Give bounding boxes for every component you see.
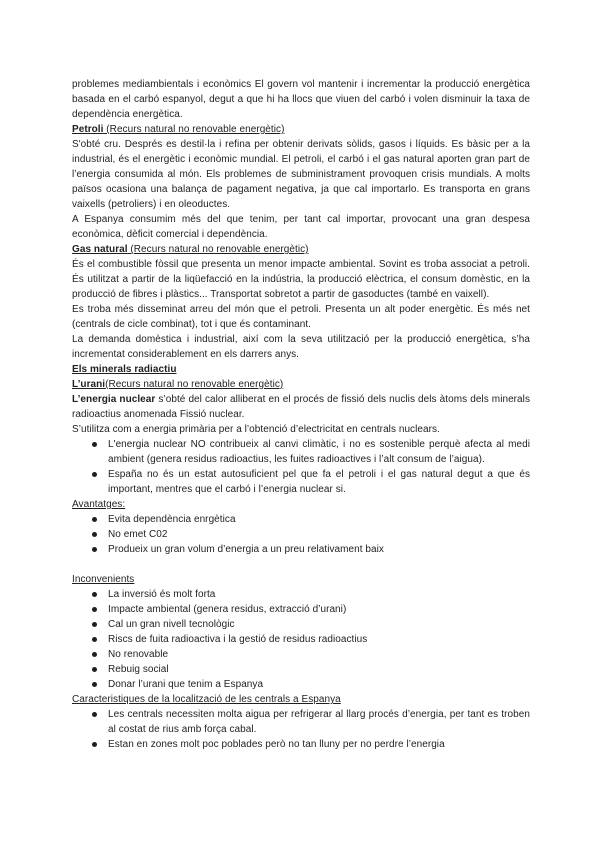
urani-heading bbox=[72, 377, 530, 392]
petroli-subtitle: (Recurs natural no renovable energètic) bbox=[103, 124, 285, 135]
document-body bbox=[72, 77, 530, 752]
nuclear-paragraph bbox=[72, 392, 530, 422]
petroli-paragraph-1: S'obté cru. Després es destil·la i refina per obtenir derivats sòlids, gasos i líquids. Es bàsic per a la industrial, és el energètic i econòmic mundial. El petroli, el carbó i el gas natural aporten gran part de l’energia consumida al món. Els problemes de subministrament provoquen crisis mundials. A molts països ocasiona una balança de pagament negativa, ja que cal importarlo. Es transporta en grans vaixells (petroliers) i en oleoductes. bbox=[72, 139, 530, 210]
localitzacio-list bbox=[72, 707, 530, 752]
inconvenients-list bbox=[72, 587, 530, 692]
list-item: Produeix un gran volum d’energia a un preu relativament baix bbox=[72, 542, 530, 557]
localitzacio-heading: Caracteristiques de la localització de les centrals a Espanya bbox=[72, 694, 341, 705]
gas-title: Gas natural bbox=[72, 244, 128, 255]
avantatges-list bbox=[72, 512, 530, 557]
list-item: Riscs de fuita radioactiva i la gestió de residus radioactius bbox=[72, 632, 530, 647]
list-item: Donar l’urani que tenim a Espanya bbox=[72, 677, 530, 692]
nuclear-bullet-list bbox=[72, 437, 530, 497]
minerals-heading bbox=[72, 362, 530, 377]
gas-heading bbox=[72, 242, 530, 257]
list-item: Rebuig social bbox=[72, 662, 530, 677]
list-item: Estan en zones molt poc poblades però no tan lluny per no perdre l’energia bbox=[72, 737, 530, 752]
petroli-title: Petroli bbox=[72, 124, 104, 135]
gas-paragraph-1: És el combustible fòssil que presenta un menor impacte ambiental. Sovint es troba associat a petroli. És utilitzat a partir de la liqüefacció en la indústria, la producció elèctrica, el consum domèstic, en la producció de fibres i plàstics... Transportat sobretot a partir de gasoductes (també en vaixell). bbox=[72, 259, 530, 300]
gas-paragraph-3: La demanda domèstica i industrial, així com la seva utilització per la producció energètica, s’ha incrementat considerablement en els darrers anys. bbox=[72, 334, 530, 360]
list-item: Impacte ambiental (genera residus, extracció d’urani) bbox=[72, 602, 530, 617]
list-item: Cal un gran nivell tecnològic bbox=[72, 617, 530, 632]
list-item: No emet C02 bbox=[72, 527, 530, 542]
nuclear-paragraph-text: s’obté del calor alliberat en el procés de fissió dels nuclis dels àtoms dels minerals radioactius anomenada Fissió nuclear. bbox=[72, 394, 530, 420]
gas-subtitle: (Recurs natural no renovable energètic) bbox=[127, 244, 309, 255]
primary-energy-paragraph: S’utilitza com a energia primària per a l’obtenció d’electricitat en centrals nuclears. bbox=[72, 424, 440, 435]
list-item: Les centrals necessiten molta aigua per refrigerar al llarg procés d’energia, per tant es troben al costat de rius amb força cabal. bbox=[72, 707, 530, 737]
list-item: La inversió és molt forta bbox=[72, 587, 530, 602]
list-item: No renovable bbox=[72, 647, 530, 662]
urani-subtitle: (Recurs natural no renovable energètic) bbox=[105, 379, 284, 390]
avantatges-heading: Avantatges: bbox=[72, 499, 126, 510]
intro-paragraph: problemes mediambientals i econòmics El govern vol mantenir i incrementar la producció energètica basada en el carbó espanyol, degut a que hi ha llocs que viuen del carbó i volen disminuir la taxa de dependència energètica. bbox=[72, 79, 530, 120]
nuclear-bold-term: L’energia nuclear bbox=[72, 394, 156, 405]
urani-title: L’urani bbox=[72, 379, 106, 390]
minerals-title: Els minerals radiactiu bbox=[72, 364, 177, 375]
spacer bbox=[72, 557, 530, 572]
list-item: L'energia nuclear NO contribueix al canvi climàtic, i no es sostenible perquè afecta al medi ambient (genera residus radioactius, les fuites radioactives i l’alt consum de l’aigua). bbox=[72, 437, 530, 467]
list-item: España no és un estat autosuficient pel que fa el petroli i el gas natural degut a que és important, mentres que el carbó i l’energia nuclear si. bbox=[72, 467, 530, 497]
petroli-paragraph-2: A Espanya consumim més del que tenim, per tant cal importar, provocant una gran despesa econòmica, dèficit comercial i dependència. bbox=[72, 214, 530, 240]
inconvenients-heading: Inconvenients bbox=[72, 574, 135, 585]
petroli-heading bbox=[72, 122, 530, 137]
list-item: Evita dependència enrgètica bbox=[72, 512, 530, 527]
gas-paragraph-2: Es troba més disseminat arreu del món que el petroli. Presenta un alt poder energètic. És més net (centrals de cicle combinat), tot i que és contaminant. bbox=[72, 304, 530, 330]
